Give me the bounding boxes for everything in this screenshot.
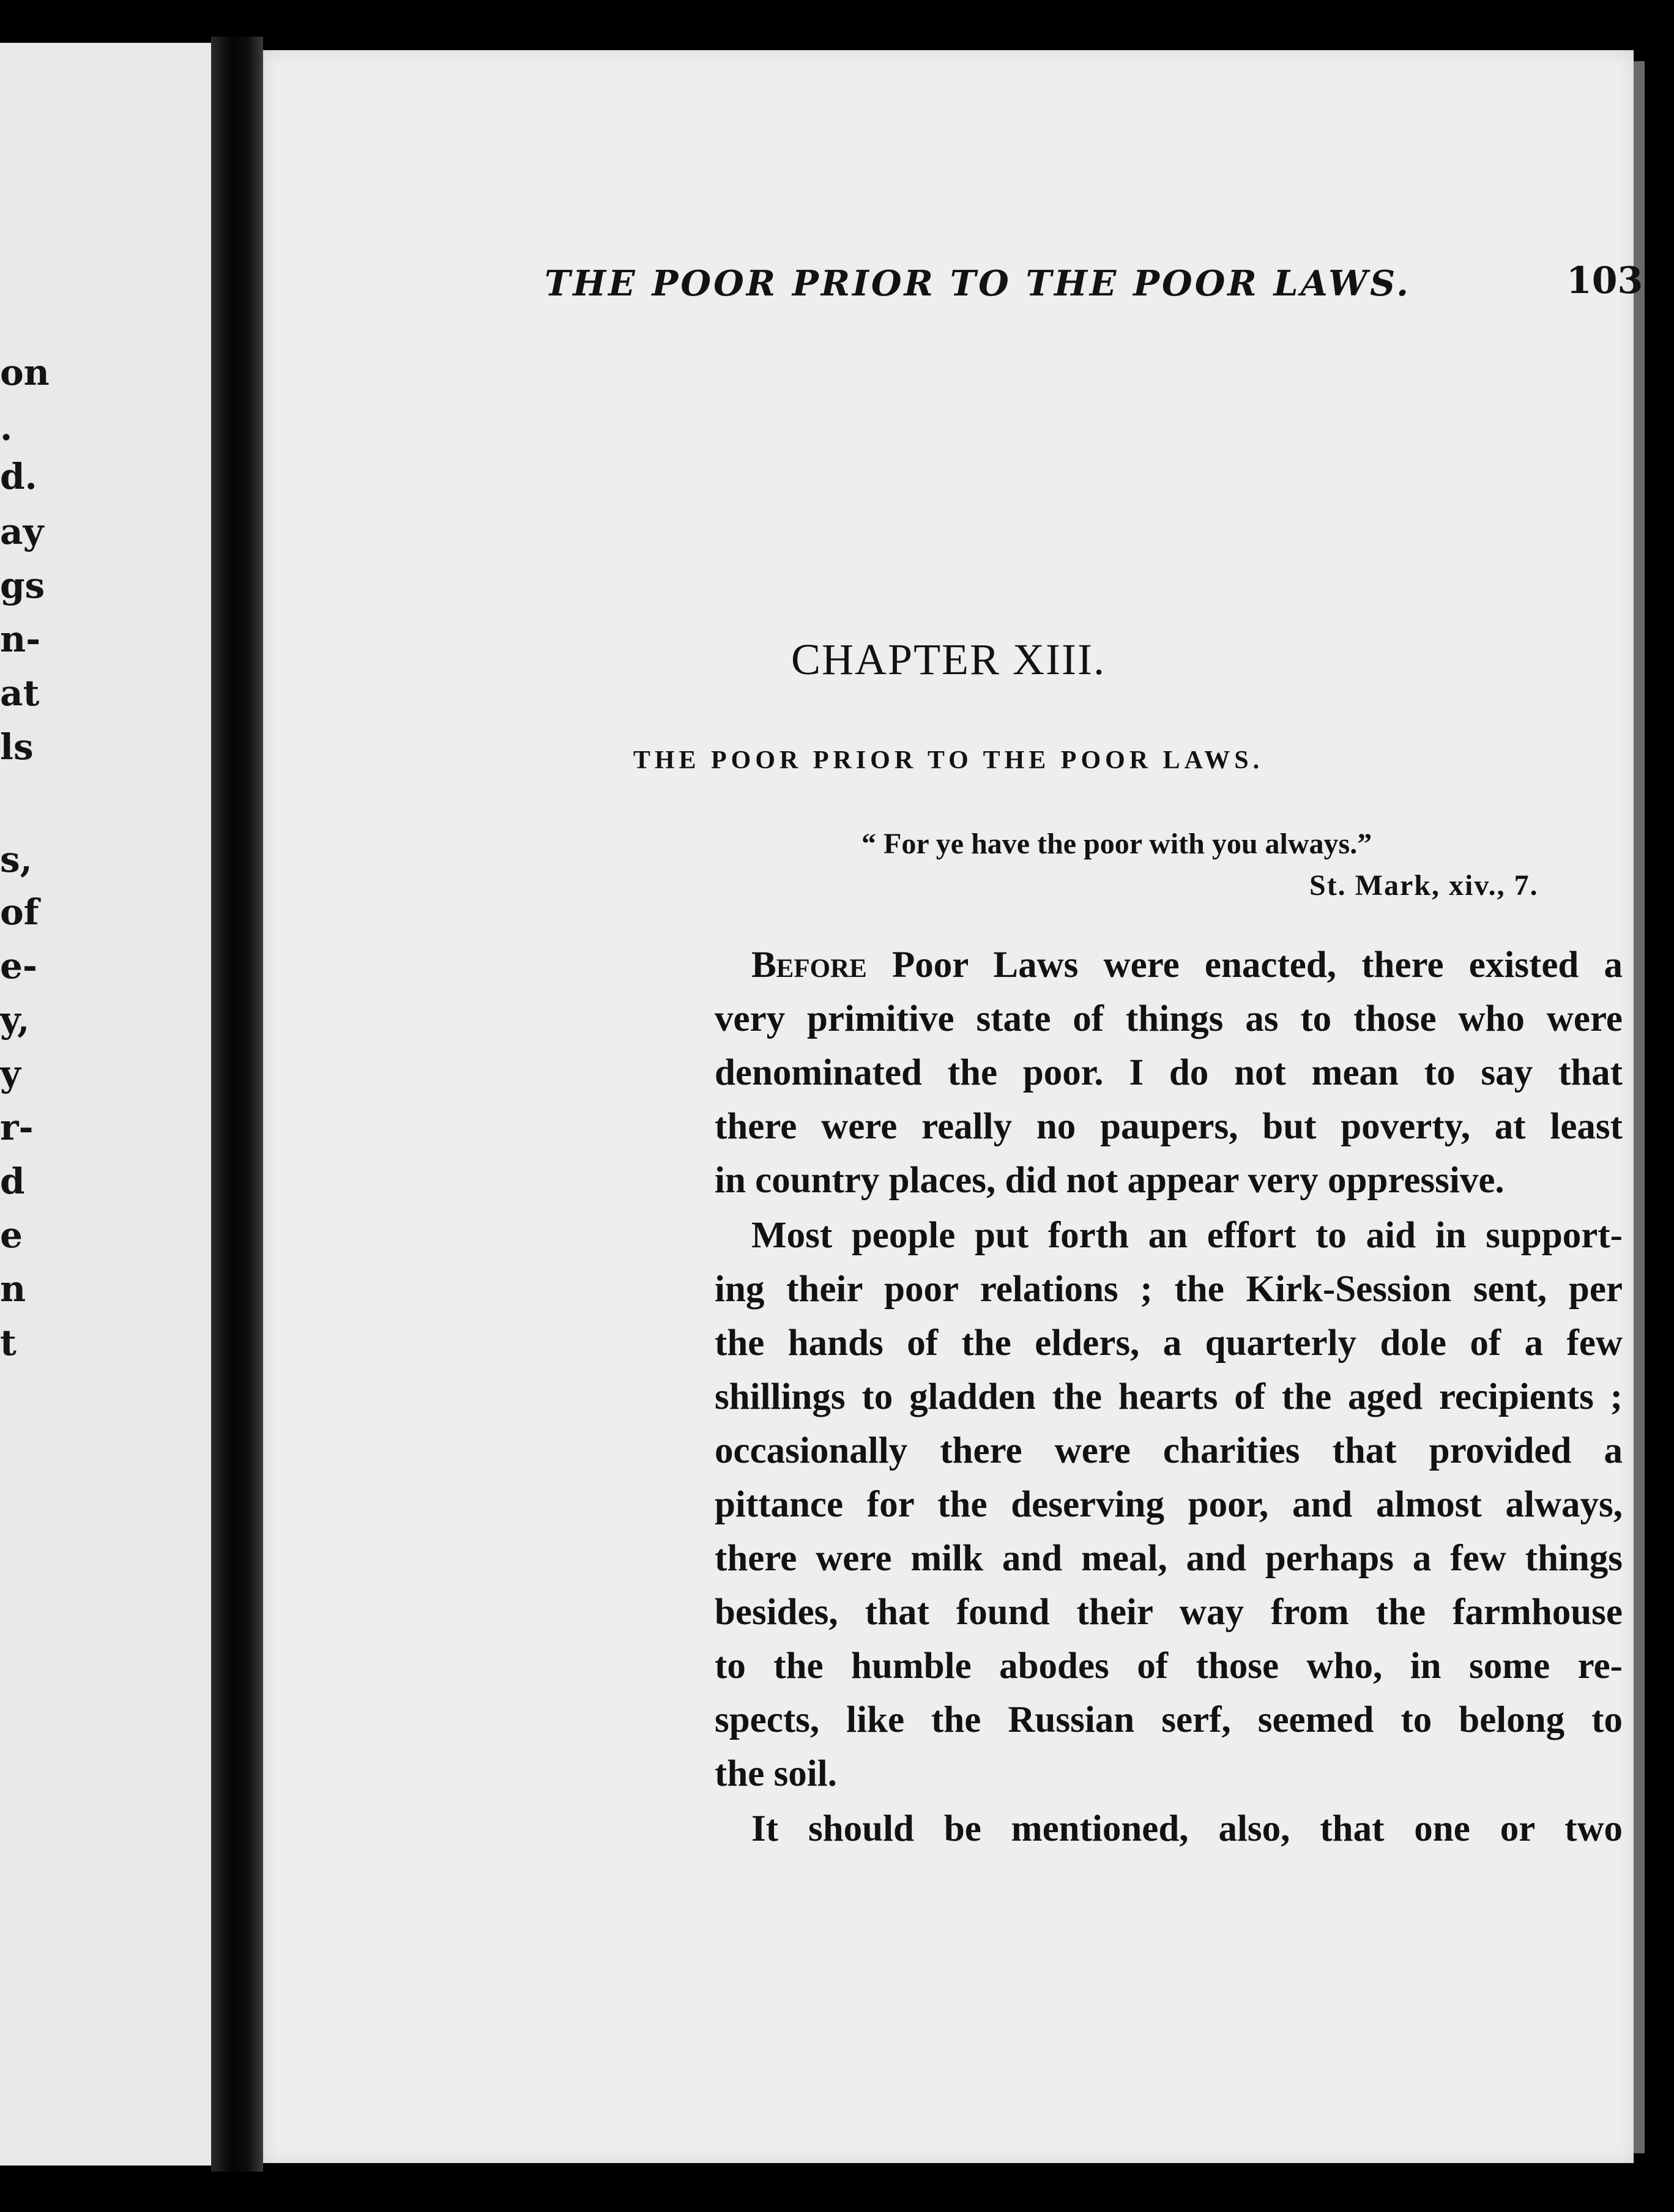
- previous-page-fragment: gs: [0, 565, 45, 606]
- book-gutter: [211, 37, 263, 2172]
- previous-page-fragment: r-: [0, 1107, 34, 1148]
- paragraph-line: Most people put forth an effort to aid in support-: [751, 1215, 1623, 1256]
- page-number: 103: [1566, 259, 1643, 302]
- paragraph-line: spects, like the Russian serf, seemed to belong to: [715, 1699, 1623, 1740]
- previous-page-fragment: d: [0, 1160, 25, 1202]
- paragraph-line: It should be mentioned, also, that one or two: [751, 1808, 1623, 1849]
- paragraph-line: denominated the poor. I do not mean to say that: [715, 1052, 1623, 1093]
- previous-page-fragment: t: [0, 1322, 17, 1364]
- opening-word: Before: [751, 945, 867, 985]
- previous-page-edge: [0, 43, 236, 2166]
- paragraph-line: very primitive state of things as to those who were: [715, 998, 1623, 1039]
- paragraph-line: occasionally there were charities that provided a: [715, 1430, 1623, 1471]
- page-edge-shadow: [1632, 61, 1645, 2153]
- book-page: [263, 50, 1643, 2163]
- previous-page-fragment: on: [0, 352, 50, 393]
- paragraph-line: there were milk and meal, and perhaps a few things: [715, 1538, 1623, 1579]
- chapter-subtitle: THE POOR PRIOR TO THE POOR LAWS.: [633, 746, 1264, 774]
- previous-page-fragment: e: [0, 1214, 23, 1256]
- paragraph-line: to the humble abodes of those who, in some re-: [715, 1646, 1623, 1687]
- previous-page-fragment: d.: [0, 456, 37, 497]
- line-text: Poor Laws were enacted, there existed a: [866, 945, 1623, 985]
- chapter-title: CHAPTER XIII.: [791, 635, 1106, 684]
- paragraph-line: there were really no paupers, but poverty, at least: [715, 1106, 1623, 1147]
- previous-page-fragment: y: [0, 1053, 21, 1094]
- previous-page-fragment: e-: [0, 945, 37, 987]
- paragraph-line: besides, that found their way from the farmhouse: [715, 1592, 1623, 1633]
- paragraph-line: ing their poor relations ; the Kirk-Session sent, per: [715, 1269, 1623, 1310]
- paragraph-line: in country places, did not appear very oppressive.: [715, 1160, 1505, 1201]
- paragraph-line: the hands of the elders, a quarterly dole of a few: [715, 1323, 1623, 1364]
- previous-page-fragment: y,: [0, 999, 30, 1041]
- paragraph-line: shillings to gladden the hearts of the aged recipients ;: [715, 1376, 1623, 1417]
- previous-page-fragment: at: [0, 672, 40, 714]
- previous-page-fragment: ay: [0, 511, 44, 552]
- running-head: THE POOR PRIOR TO THE POOR LAWS.: [545, 263, 1412, 304]
- previous-page-fragment: n-: [0, 618, 41, 660]
- epigraph-quote: “ For ye have the poor with you always.”: [861, 828, 1372, 860]
- previous-page-fragment: ls: [0, 726, 34, 768]
- paragraph-line: [751, 946, 1623, 984]
- epigraph-source: St. Mark, xiv., 7.: [1309, 869, 1539, 902]
- previous-page-fragment: s,: [0, 839, 32, 880]
- previous-page-fragment: n: [0, 1268, 26, 1310]
- paragraph-line: pittance for the deserving poor, and almost always,: [715, 1484, 1623, 1525]
- previous-page-fragment: of: [0, 891, 39, 933]
- paragraph-line: the soil.: [715, 1753, 837, 1794]
- previous-page-fragment: .: [0, 407, 13, 448]
